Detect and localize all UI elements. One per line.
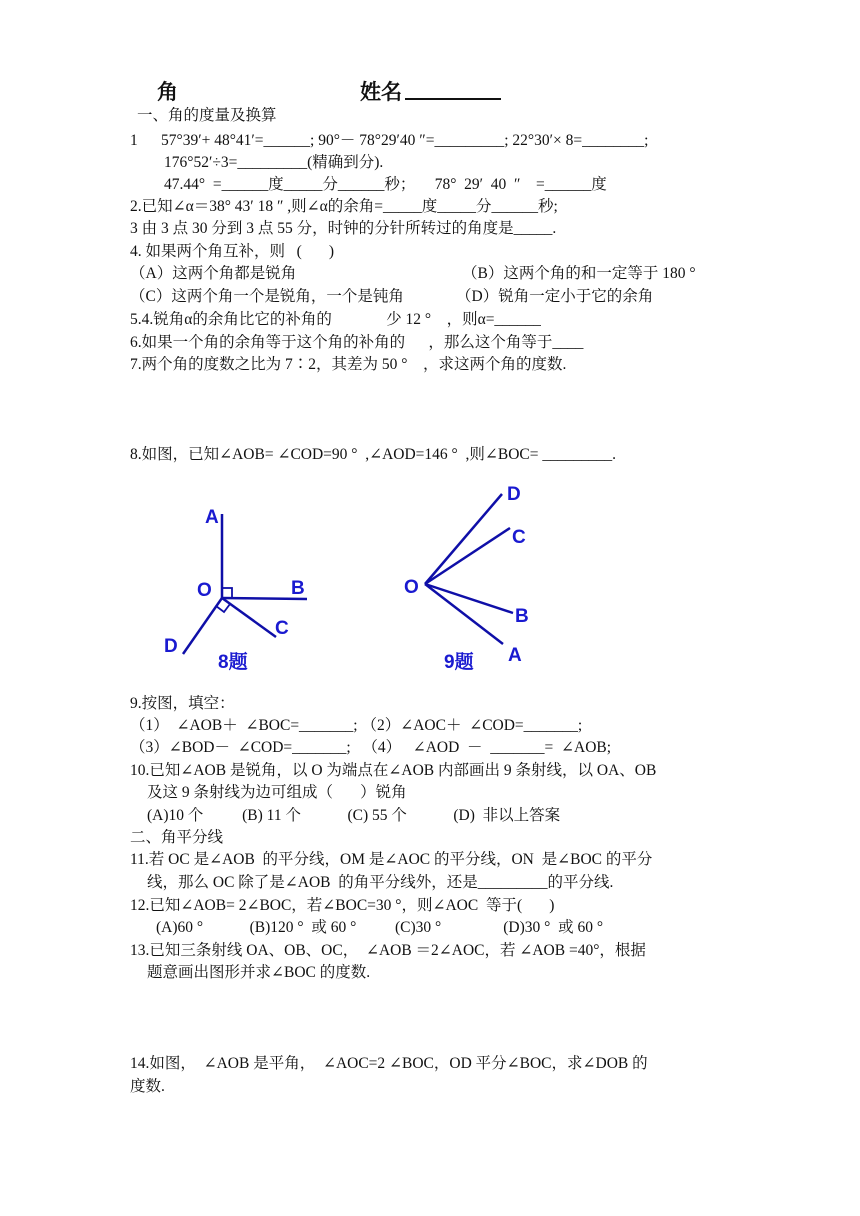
figure-9-ray-ob bbox=[425, 584, 513, 613]
question-11-line-2: 线，那么 OC 除了是∠AOB 的角平分线外，还是_________的平分线. bbox=[147, 874, 614, 891]
figure-8-label-b: B bbox=[291, 578, 305, 599]
question-1-line-3: 47.44° =______度_____分______秒； 78° 29′ 40 ″ =______度 bbox=[164, 176, 607, 193]
question-2: 2.已知∠α＝38° 43′ 18 ″ ,则∠α的余角=_____度_____分______秒; bbox=[130, 198, 558, 215]
figure-8-label-a: A bbox=[205, 507, 219, 528]
figure-9-caption: 9题 bbox=[444, 652, 474, 673]
question-11-line-1: 11.若 OC 是∠AOB 的平分线，OM 是∠AOC 的平分线，ON 是∠BOC 的平分 bbox=[130, 851, 653, 868]
figure-9-ray-oa bbox=[425, 584, 503, 644]
page-title: 角 bbox=[157, 80, 178, 104]
question-9: 9.按图，填空： bbox=[130, 695, 235, 712]
question-7: 7.两个角的度数之比为 7∶2，其差为 50 ° ，求这两个角的度数. bbox=[130, 356, 567, 373]
question-13-line-2: 题意画出图形并求∠BOC 的度数. bbox=[147, 964, 371, 981]
question-14-line-2: 度数. bbox=[130, 1078, 165, 1095]
figure-9-label-b: B bbox=[515, 606, 529, 627]
question-10-line-2: 及这 9 条射线为边可组成（ ）锐角 bbox=[147, 784, 407, 801]
question-12-options: (A)60 ° (B)120 ° 或 60 ° (C)30 ° (D)30 ° 或 60 ° bbox=[156, 919, 604, 936]
question-1-line-2: 176°52′÷3=_________(精确到分). bbox=[164, 154, 384, 171]
figure-8-label-o: O bbox=[197, 580, 212, 601]
question-12: 12.已知∠AOB= 2∠BOC，若∠BOC=30 °，则∠AOC 等于( ) bbox=[130, 897, 555, 914]
figure-8-caption: 8题 bbox=[218, 652, 248, 673]
figure-9-ray-oc bbox=[425, 528, 510, 584]
section-heading-measure: 一、角的度量及换算 bbox=[137, 107, 277, 124]
name-blank-line bbox=[405, 98, 501, 100]
question-4-option-c: （C）这两个角一个是锐角，一个是钝角 bbox=[130, 288, 404, 305]
figure-9-ray-od bbox=[425, 494, 502, 584]
figure-9-label-o: O bbox=[404, 577, 419, 598]
figure-9-label-c: C bbox=[512, 527, 526, 548]
question-14-line-1: 14.如图， ∠AOB 是平角， ∠AOC=2 ∠BOC，OD 平分∠BOC，求∠DOB 的 bbox=[130, 1055, 648, 1072]
question-9-items-3-4: （3）∠BOD－ ∠COD=_______; （4） ∠AOD － _______= ∠AOB; bbox=[130, 739, 612, 756]
question-10-options: (A)10 个 (B) 11 个 (C) 55 个 (D) 非以上答案 bbox=[147, 807, 561, 824]
figure-8-right-angle-mark bbox=[222, 588, 232, 598]
figure-9 bbox=[404, 484, 529, 673]
question-6: 6.如果一个角的余角等于这个角的补角的 ，那么这个角等于____ bbox=[130, 334, 584, 351]
angle-figures bbox=[0, 470, 860, 690]
section-heading-bisector: 二、角平分线 bbox=[130, 829, 224, 846]
question-1-line-1: 1 57°39′+ 48°41′=______; 90°－ 78°29′40 ″=_________; 22°30′× 8=________; bbox=[130, 132, 649, 149]
question-3: 3 由 3 点 30 分到 3 点 55 分，时钟的分针所转过的角度是_____. bbox=[130, 220, 557, 237]
figure-8 bbox=[164, 507, 307, 673]
name-label: 姓名 bbox=[360, 80, 402, 104]
question-4-option-b: （B）这两个角的和一定等于 180 ° bbox=[462, 265, 696, 282]
figure-9-label-d: D bbox=[507, 484, 521, 505]
question-4: 4. 如果两个角互补，则 ( ) bbox=[130, 243, 335, 260]
question-4-option-d: （D）锐角一定小于它的余角 bbox=[456, 288, 654, 305]
figure-8-label-c: C bbox=[275, 618, 289, 639]
figure-8-label-d: D bbox=[164, 636, 178, 657]
figure-9-label-a: A bbox=[508, 645, 522, 666]
figure-8-ray-oc bbox=[222, 598, 276, 637]
question-9-items-1-2: （1） ∠AOB＋ ∠BOC=_______; （2）∠AOC＋ ∠COD=_______; bbox=[130, 717, 583, 734]
question-4-option-a: （A）这两个角都是锐角 bbox=[130, 265, 297, 282]
question-13-line-1: 13.已知三条射线 OA、OB、OC， ∠AOB ＝2∠AOC，若 ∠AOB =40°，根据 bbox=[130, 942, 646, 959]
question-10-line-1: 10.已知∠AOB 是锐角，以 O 为端点在∠AOB 内部画出 9 条射线，以 OA、OB bbox=[130, 762, 657, 779]
question-5: 5.4.锐角α的余角比它的补角的 少 12 ° ，则α=______ bbox=[130, 311, 541, 328]
question-8: 8.如图，已知∠AOB= ∠COD=90 ° ,∠AOD=146 ° ,则∠BOC= _________. bbox=[130, 446, 616, 463]
